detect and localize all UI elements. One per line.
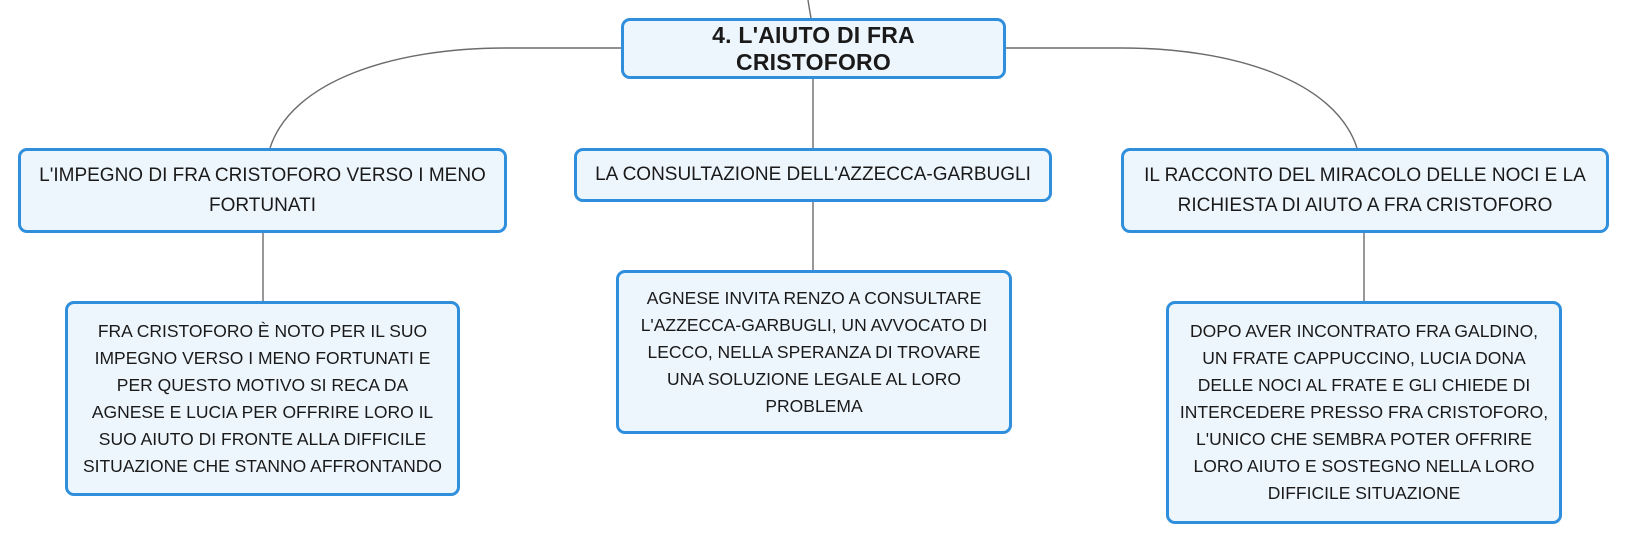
- connector-from-parent: [808, 0, 811, 18]
- central-topic-title: 4. L'AIUTO DI FRA CRISTOFORO: [712, 21, 915, 75]
- branch-node-consultazione[interactable]: [574, 148, 1052, 202]
- central-topic-node[interactable]: [621, 18, 1006, 79]
- connector-central-to-branch-1: [270, 48, 621, 148]
- connector-central-to-branch-3: [1006, 48, 1357, 148]
- branch-title: IL RACCONTO DEL MIRACOLO DELLE NOCI E LA RICHIESTA DI AIUTO A FRA CRISTOFORO: [1144, 164, 1586, 216]
- branch-title: L'IMPEGNO DI FRA CRISTOFORO VERSO I MENO FORTUNATI: [39, 164, 486, 216]
- branch-node-impegno[interactable]: [18, 148, 507, 233]
- detail-node-racconto[interactable]: [1166, 301, 1562, 524]
- detail-node-impegno[interactable]: [65, 301, 460, 496]
- branch-node-racconto[interactable]: [1121, 148, 1609, 233]
- detail-node-consultazione[interactable]: [616, 270, 1012, 434]
- detail-text: AGNESE INVITA RENZO A CONSULTARE L'AZZECCA-GARBUGLI, UN AVVOCATO DI LECCO, NELLA SPERANZA DI TROVARE UNA SOLUZIONE LEGALE AL LORO PROBLEMA: [640, 287, 988, 416]
- detail-text: DOPO AVER INCONTRATO FRA GALDINO, UN FRATE CAPPUCCINO, LUCIA DONA DELLE NOCI AL FRATE E GLI CHIEDE DI INTERCEDERE PRESSO FRA CRISTOFORO, L'UNICO CHE SEMBRA POTER OFFRIRE LORO AIUTO E SOSTEGNO NELLA LORO DIFFICILE SITUAZIONE: [1179, 321, 1549, 503]
- branch-title: LA CONSULTAZIONE DELL'AZZECCA-GARBUGLI: [595, 164, 1031, 185]
- detail-text: FRA CRISTOFORO È NOTO PER IL SUO IMPEGNO VERSO I MENO FORTUNATI E PER QUESTO MOTIVO SI RECA DA AGNESE E LUCIA PER OFFRIRE LORO IL SUO AIUTO DI FRONTE ALLA DIFFICILE SITUAZIONE CHE STANNO AFFRONTANDO: [82, 320, 443, 476]
